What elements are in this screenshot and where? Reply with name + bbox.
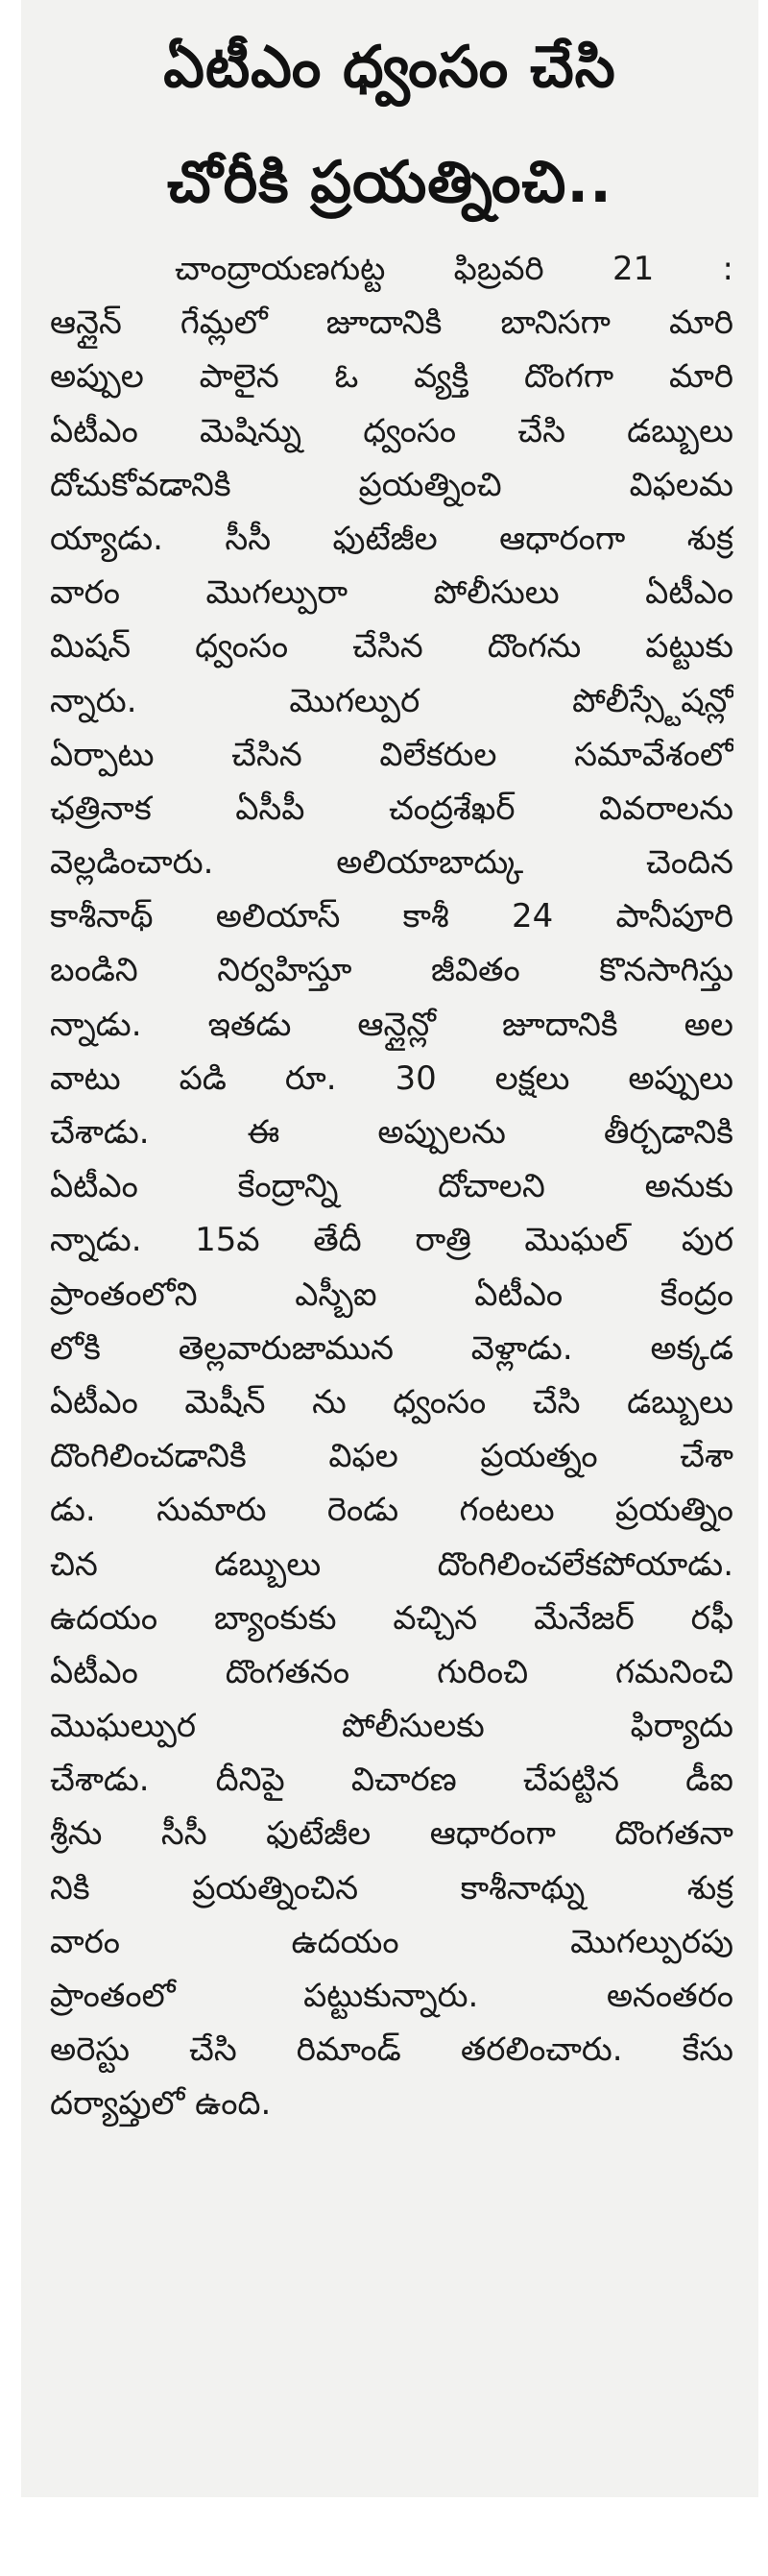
article-line: వారం ఉదయం మొగల్పురపు xyxy=(50,1922,733,1961)
headline-line-1: ఏటీఎం ధ్వంసం చేసి xyxy=(163,34,616,101)
newspaper-clipping xyxy=(21,0,758,2497)
article-line: అరెస్టు చేసి రిమాండ్ తరలించారు. కేసు xyxy=(50,2030,733,2070)
article-line: దొంగిలించడానికి విఫల ప్రయత్నం చేశా xyxy=(50,1437,733,1476)
headline xyxy=(21,10,758,240)
headline-line-2: చోరీకి ప్రయత్నించి.. xyxy=(167,149,612,216)
article-line: ఏర్పాటు చేసిన విలేకరుల సమావేశంలో xyxy=(50,735,733,774)
article-line: వాటు పడి రూ. 30 లక్షలు అప్పులు xyxy=(50,1058,733,1098)
article-line: ఛత్రినాక ఏసీపీ చంద్రశేఖర్ వివరాలను xyxy=(50,789,733,828)
article-line: ఆన్లైన్ గేమ్లలో జూదానికి బానిసగా మారి xyxy=(50,304,733,343)
article-line: నికి ప్రయత్నించిన కాశీనాథ్ను శుక్ర xyxy=(50,1868,733,1908)
article-line: మొఘల్పుర పోలీసులకు ఫిర్యాదు xyxy=(50,1707,733,1746)
article-body xyxy=(50,242,733,2131)
article-line: ఏటీఎం కేంద్రాన్ని దోచాలని అనుకు xyxy=(50,1167,733,1206)
article-line: చేశాడు. దీనిపై విచారణ చేపట్టిన డీఐ xyxy=(50,1761,733,1800)
article-line: ప్రాంతంలో పట్టుకున్నారు. అనంతరం xyxy=(50,1977,733,2015)
article-line: ఏటీఎం దొంగతనం గురించి గమనించి xyxy=(50,1652,733,1691)
article-line: దర్యాప్తులో ఉంది. xyxy=(50,2084,272,2124)
article-line: య్యాడు. సీసీ ఫుటేజీల ఆధారంగా శుక్ర xyxy=(50,519,733,558)
article-line: చేశాడు. ఈ అప్పులను తీర్చడానికి xyxy=(50,1113,733,1152)
article-line: శ్రీను సీసీ ఫుటేజీల ఆధారంగా దొంగతనా xyxy=(50,1814,733,1854)
article-line: న్నారు. మొగల్పుర పోలీస్స్టేషన్లో xyxy=(50,681,733,720)
article-line: ఏటీఎం మెషిన్ను ధ్వంసం చేసి డబ్బులు xyxy=(50,411,733,450)
article-line: బండిని నిర్వహిస్తూ జీవితం కొనసాగిస్తు xyxy=(50,951,733,990)
article-line: చిన డబ్బులు దొంగిలించలేకపోయాడు. xyxy=(50,1544,733,1584)
article-line: ప్రాంతంలోని ఎస్బీఐ ఏటీఎం కేంద్రం xyxy=(50,1275,733,1314)
article-line: వెల్లడించారు. అలియాబాద్కు చెందిన xyxy=(50,843,733,883)
article-line: దోచుకోవడానికి ప్రయత్నించి విఫలమ xyxy=(50,465,733,504)
article-line: ఉదయం బ్యాంకుకు వచ్చిన మేనేజర్ రఫీ xyxy=(50,1598,733,1638)
article-line: ఏటీఎం మెషీన్ ను ధ్వంసం చేసి డబ్బులు xyxy=(50,1382,733,1422)
article-line: మిషన్ ధ్వంసం చేసిన దొంగను పట్టుకు xyxy=(50,627,733,667)
article-line: చాంద్రాయణగుట్ట ఫిబ్రవరి 21 : xyxy=(175,250,733,288)
article-line: న్నాడు. 15వ తేదీ రాత్రి మొఘల్ పుర xyxy=(50,1221,733,1260)
article-line: కాశీనాథ్ అలియాస్ కాశీ 24 పానీపూరి xyxy=(50,897,733,936)
article-line: వారం మొగల్పురా పోలీసులు ఏటీఎం xyxy=(50,573,733,613)
article-line: అప్పుల పాలైన ఓ వ్యక్తి దొంగగా మారి xyxy=(50,357,733,397)
article-line: డు. సుమారు రెండు గంటలు ప్రయత్నిం xyxy=(50,1491,733,1530)
article-line: న్నాడు. ఇతడు ఆన్లైన్లో జూదానికి అల xyxy=(50,1005,733,1044)
article-line: లోకి తెల్లవారుజామున వెళ్లాడు. అక్కడ xyxy=(50,1328,733,1368)
